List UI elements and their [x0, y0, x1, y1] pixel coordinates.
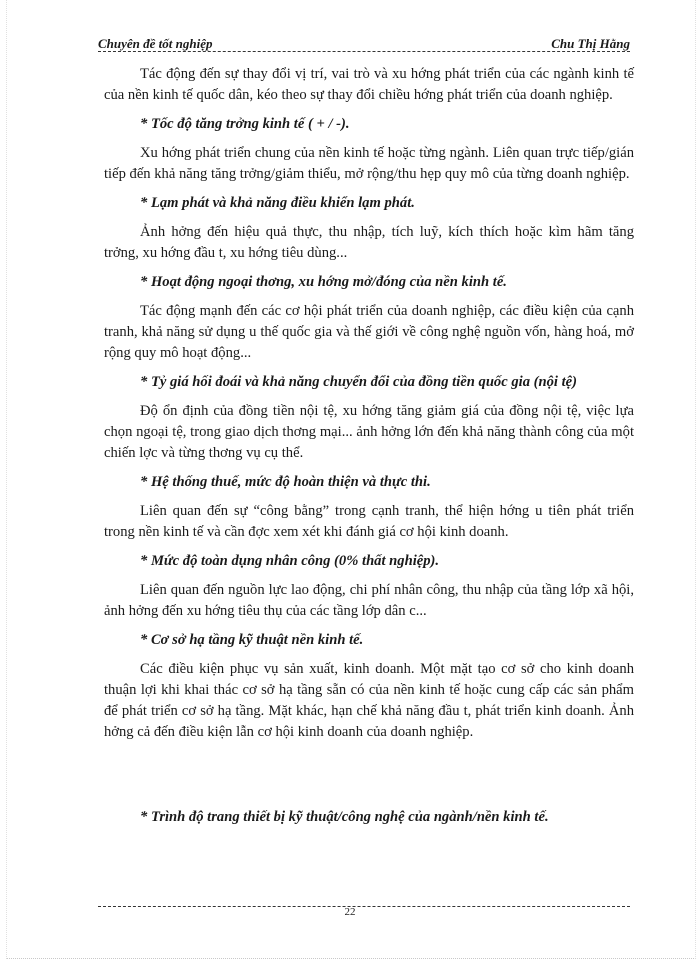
section-heading: * Cơ sở hạ tầng kỹ thuật nền kinh tế.: [140, 632, 364, 648]
page-header: [98, 36, 630, 54]
paragraph: Ảnh hởng đến hiệu quả thực, thu nhập, tích luỹ, kích thích hoặc kìm hãm tăng trởng, xu hớng đầu t, xu hớng tiêu dùng...: [104, 224, 634, 261]
paragraph: Tác động mạnh đến các cơ hội phát triển của doanh nghiệp, các điều kiện của cạnh tranh, khả năng sử dụng u thế quốc gia và thế giới về công nghệ nguồn vốn, hàng hoá, mở rộng quy mô hoạt động...: [104, 303, 634, 361]
blank-space: [104, 751, 634, 807]
section-heading: * Tỷ giá hối đoái và khả năng chuyển đổi của đồng tiền quốc gia (nội tệ): [140, 374, 578, 390]
section-heading: * Hoạt động ngoại thơng, xu hớng mở/đóng của nền kinh tế.: [140, 274, 507, 290]
paragraph: Liên quan đến sự “công bằng” trong cạnh tranh, thể hiện hớng u tiên phát triển trong nền kinh tế và cần đợc xem xét khi đánh giá cơ hội kinh doanh.: [104, 503, 634, 540]
paragraph: Độ ổn định của đồng tiền nội tệ, xu hớng tăng giảm giá của đồng nội tệ, việc lựa chọn ngoại tệ, trong giao dịch thơng mại... ảnh hởng lớn đến khả năng thành công của một chiến lợc và từng thơng vụ cụ thể.: [104, 403, 634, 461]
header-author: Chu Thị Hằng: [551, 36, 630, 51]
section-heading: * Mức độ toàn dụng nhân công (0% thất nghiệp).: [140, 553, 440, 569]
section-heading: * Tốc độ tăng trởng kinh tế ( + / -).: [140, 116, 350, 132]
paragraph: Các điều kiện phục vụ sản xuất, kinh doanh. Một mặt tạo cơ sở cho kinh doanh thuận lợi khi khai thác cơ sở hạ tầng sẵn có của nền kinh tế hoặc cung cấp các sản phẩm để phát triển cơ sở hạ tầng. Mặt khác, hạn chế khả năng đầu t, phát triển kinh doanh. Ảnh hởng cả đến điều kiện lẫn cơ hội kinh doanh của doanh nghiệp.: [104, 661, 634, 740]
document-body: [104, 64, 634, 836]
section-heading: * Lạm phát và khả năng điều khiển lạm phát.: [140, 195, 415, 211]
header-dashed-rule: [98, 51, 630, 52]
paragraph: Liên quan đến nguồn lực lao động, chi phí nhân công, thu nhập của tầng lớp xã hội, ảnh hởng đến xu hớng tiêu thụ của các tầng lớp dân c...: [104, 582, 634, 619]
page-number: 22: [344, 906, 356, 918]
paragraph: Xu hớng phát triển chung của nền kinh tế hoặc từng ngành. Liên quan trực tiếp/gián tiếp đến khả năng tăng trởng/giảm thiểu, mở rộng/thu hẹp quy mô của từng doanh nghiệp.: [104, 145, 634, 182]
paragraph: Tác động đến sự thay đổi vị trí, vai trò và xu hớng phát triển của các ngành kinh tế của nền kinh tế quốc dân, kéo theo sự thay đổi chiều hớng phát triển của doanh nghiệp.: [104, 66, 634, 103]
header-left-title: Chuyên đề tốt nghiệp: [98, 36, 213, 51]
section-heading: * Hệ thống thuế, mức độ hoàn thiện và thực thi.: [140, 474, 431, 490]
section-heading: * Trình độ trang thiết bị kỹ thuật/công nghệ của ngành/nền kinh tế.: [140, 809, 549, 825]
